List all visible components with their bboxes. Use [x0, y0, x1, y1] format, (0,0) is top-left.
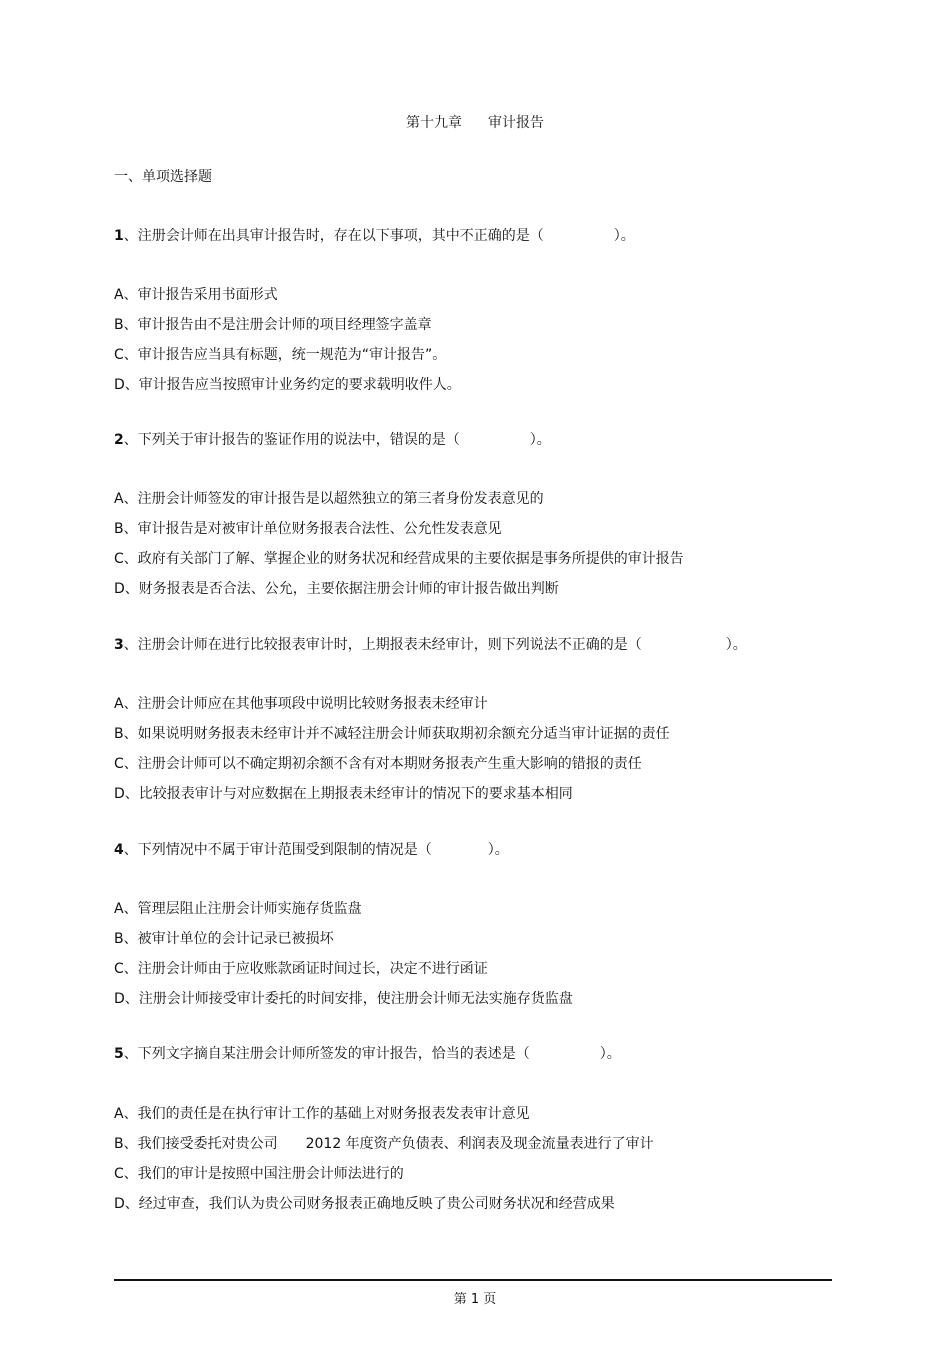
option-c: C、审计报告应当具有标题，统一规范为“审计报告”。 — [114, 347, 447, 363]
question-number: 4 — [114, 842, 124, 858]
question-text: 、下列情况中不属于审计范围受到限制的情况是（ ）。 — [123, 842, 509, 858]
option-c: C、注册会计师可以不确定期初余额不含有对本期财务报表产生重大影响的错报的责任 — [114, 756, 642, 772]
option-d: D、经过审查，我们认为贵公司财务报表正确地反映了贵公司财务状况和经营成果 — [114, 1196, 615, 1212]
option-c: C、我们的审计是按照中国注册会计师法进行的 — [114, 1166, 404, 1182]
question-stem — [114, 226, 635, 246]
option-a: A、审计报告采用书面形式 — [114, 287, 278, 303]
question-text: 、注册会计师在进行比较报表审计时，上期报表未经审计，则下列说法不正确的是（ ）。 — [123, 637, 747, 653]
option-d: D、注册会计师接受审计委托的时间安排，使注册会计师无法实施存货监盘 — [114, 991, 573, 1007]
option-b: B、审计报告由不是注册会计师的项目经理签字盖章 — [114, 317, 432, 333]
question-text: 、下列文字摘自某注册会计师所签发的审计报告，恰当的表述是（ ）。 — [123, 1046, 621, 1062]
option-a: A、注册会计师应在其他事项段中说明比较财务报表未经审计 — [114, 696, 488, 712]
chapter-title: 审计报告 — [488, 115, 544, 131]
option-b: B、被审计单位的会计记录已被损坏 — [114, 931, 334, 947]
option-d: D、比较报表审计与对应数据在上期报表未经审计的情况下的要求基本相同 — [114, 786, 573, 802]
option-b: B、如果说明财务报表未经审计并不减轻注册会计师获取期初余额充分适当审计证据的责任 — [114, 726, 670, 742]
option-b: B、审计报告是对被审计单位财务报表合法性、公允性发表意见 — [114, 521, 502, 537]
page-number: 第 1 页 — [453, 1292, 497, 1307]
option-d: D、财务报表是否合法、公允，主要依据注册会计师的审计报告做出判断 — [114, 581, 559, 597]
question-stem — [114, 1044, 621, 1064]
question-number: 2 — [114, 432, 124, 448]
question-text: 、注册会计师在出具审计报告时，存在以下事项，其中不正确的是（ ）。 — [123, 228, 635, 244]
page-title — [0, 113, 950, 133]
question-stem — [114, 840, 509, 860]
question-number: 1 — [114, 228, 124, 244]
question-number: 3 — [114, 637, 124, 653]
option-b: B、我们接受委托对贵公司 2012 年度资产负债表、利润表及现金流量表进行了审计 — [114, 1136, 654, 1152]
chapter-number: 第十九章 — [406, 115, 462, 131]
option-c: C、政府有关部门了解、掌握企业的财务状况和经营成果的主要依据是事务所提供的审计报告 — [114, 551, 684, 567]
option-a: A、我们的责任是在执行审计工作的基础上对财务报表发表审计意见 — [114, 1106, 530, 1122]
option-a: A、管理层阻止注册会计师实施存货监盘 — [114, 901, 362, 917]
question-number: 5 — [114, 1046, 124, 1062]
option-c: C、注册会计师由于应收账款函证时间过长，决定不进行函证 — [114, 961, 488, 977]
question-stem — [114, 430, 551, 450]
option-d: D、审计报告应当按照审计业务约定的要求载明收件人。 — [114, 377, 461, 393]
option-a: A、注册会计师签发的审计报告是以超然独立的第三者身份发表意见的 — [114, 491, 544, 507]
question-stem — [114, 635, 747, 655]
footer-divider — [114, 1279, 832, 1281]
section-heading: 一、单项选择题 — [114, 169, 212, 185]
question-text: 、下列关于审计报告的鉴证作用的说法中，错误的是（ ）。 — [123, 432, 551, 448]
